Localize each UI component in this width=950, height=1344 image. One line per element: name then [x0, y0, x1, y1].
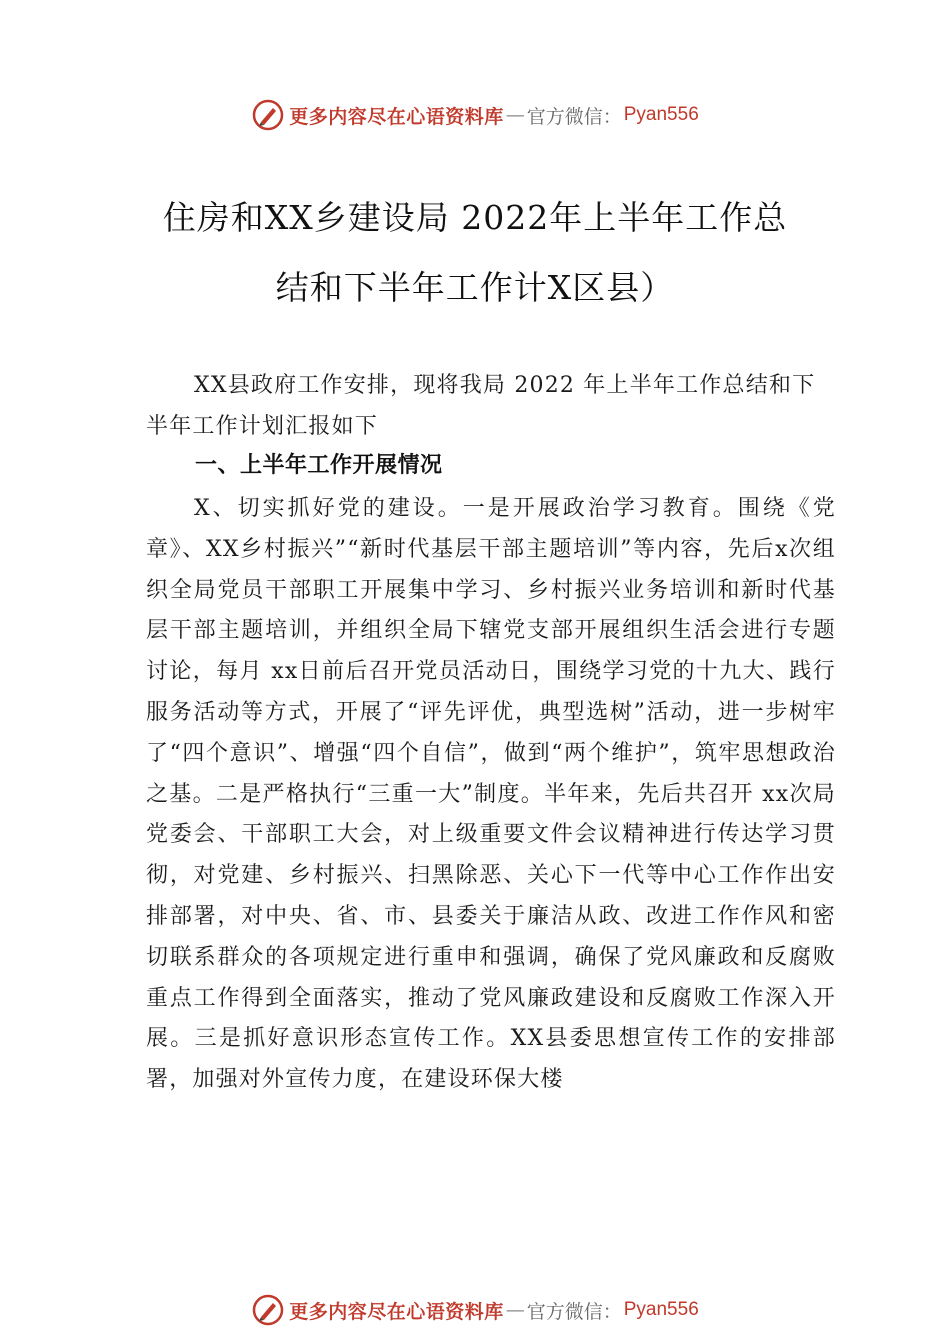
- banner-text: 更多内容尽在心语资料库: [289, 105, 504, 128]
- body-paragraph: [146, 489, 836, 1101]
- body-text: X、切实抓好党的建设。一是开展政治学习教育。围绕《党章》、XX乡村振兴”“新时代基层干部主题培训”等内容，先后x次组织全局党员干部职工开展集中学习、乡村振兴业务培训和新时代基层干部主题培训，并组织全局下辖党支部开展组织生活会进行专题讨论，每月 xx日前后召开党员活动日，围绕学习党的十九大、践行服务活动等方式，开展了“评先评优，典型选树”活动，进一步树牢了“四个意识”、增强“四个自信”，做到“两个维护”，筑牢思想政治之基。二是严格执行“三重一大”制度。半年来，先后共召开 xx次局党委会、干部职工大会，对上级重要文件会议精神进行传达学习贯彻，对党建、乡村振兴、扫黑除恶、关心下一代等中心工作作出安排部署，对中央、省、市、县委关于廉洁从政、改进工作作风和密切联系群众的各项规定进行重申和强调，确保了党风廉政和反腐败重点工作得到全面落实，推动了党风廉政建设和反腐败工作深入开展。三是抓好意识形态宣传工作。XX县委思想宣传工作的安排部署，加强对外宣传力度，在建设环保大楼: [146, 496, 836, 1093]
- document-title-line1: 住房和XX乡建设局 2022年上半年工作总: [162, 198, 788, 237]
- banner-wechat-id: Pyan556: [623, 1299, 699, 1320]
- banner-wechat-id: Pyan556: [623, 104, 699, 125]
- section-heading: 一、上半年工作开展情况: [195, 453, 443, 478]
- banner-text: 更多内容尽在心语资料库: [289, 1300, 504, 1323]
- banner-wechat-label: 官方微信：: [526, 1300, 622, 1323]
- footer-banner: [0, 1290, 950, 1330]
- pen-nib-icon: [251, 98, 285, 132]
- intro-text: XX县政府工作安排，现将我局 2022 年上半年工作总结和下半年工作计划汇报如下: [146, 373, 816, 439]
- intro-paragraph: [146, 366, 836, 448]
- banner-dash: —: [505, 104, 525, 126]
- document-title-line2: 结和下半年工作计X区县）: [275, 268, 675, 307]
- banner-wechat-label: 官方微信：: [526, 105, 622, 128]
- banner-dash: —: [505, 1299, 525, 1321]
- header-banner: [0, 95, 950, 135]
- pen-nib-icon: [251, 1293, 285, 1327]
